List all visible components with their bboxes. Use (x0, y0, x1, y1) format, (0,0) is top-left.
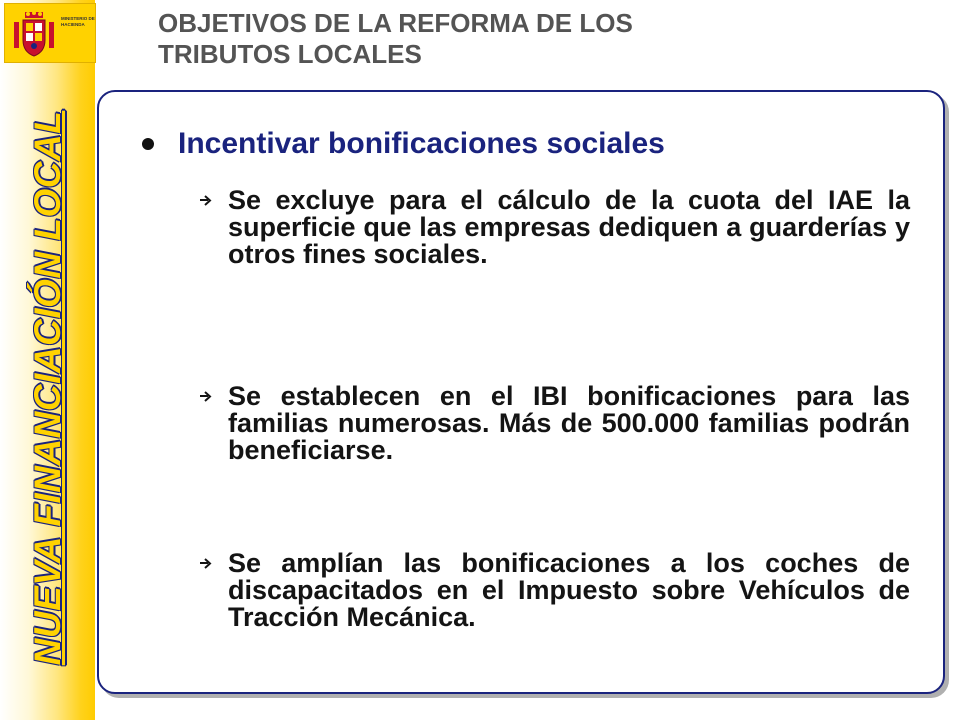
arrow-right-icon (198, 550, 228, 631)
page-title-line-2: TRIBUTOS LOCALES (158, 39, 422, 69)
bullet-dot-icon (142, 138, 154, 150)
main-bullet (142, 127, 665, 161)
sub-bullet-text: Se amplían las bonificaciones a los coches de discapacitados en el Impuesto sobre Vehículos de Tracción Mecánica. (228, 548, 910, 632)
sub-bullet-3 (198, 550, 910, 631)
sub-bullet-text: Se excluye para el cálculo de la cuota del IAE la superficie que las empresas dediquen a guarderías y otros fines sociales. (228, 185, 910, 269)
page-title-line-1: OBJETIVOS DE LA REFORMA DE LOS (158, 8, 633, 38)
sub-bullet-1 (198, 187, 910, 268)
arrow-right-icon (198, 383, 228, 464)
sub-bullet-text: Se establecen en el IBI bonificaciones para las familias numerosas. Más de 500.000 familias podrán beneficiarse. (228, 381, 910, 465)
ministry-logo (4, 3, 96, 63)
main-bullet-text: Incentivar bonificaciones sociales (178, 127, 665, 160)
ministry-name: MINISTERIO DE HACIENDA (61, 16, 95, 27)
vertical-section-title: NUEVA FINANCIACIÓN LOCAL (27, 110, 68, 666)
page-title (158, 8, 858, 70)
sub-bullet-2 (198, 383, 910, 464)
coat-of-arms-icon (11, 10, 57, 58)
arrow-right-icon (198, 187, 228, 268)
